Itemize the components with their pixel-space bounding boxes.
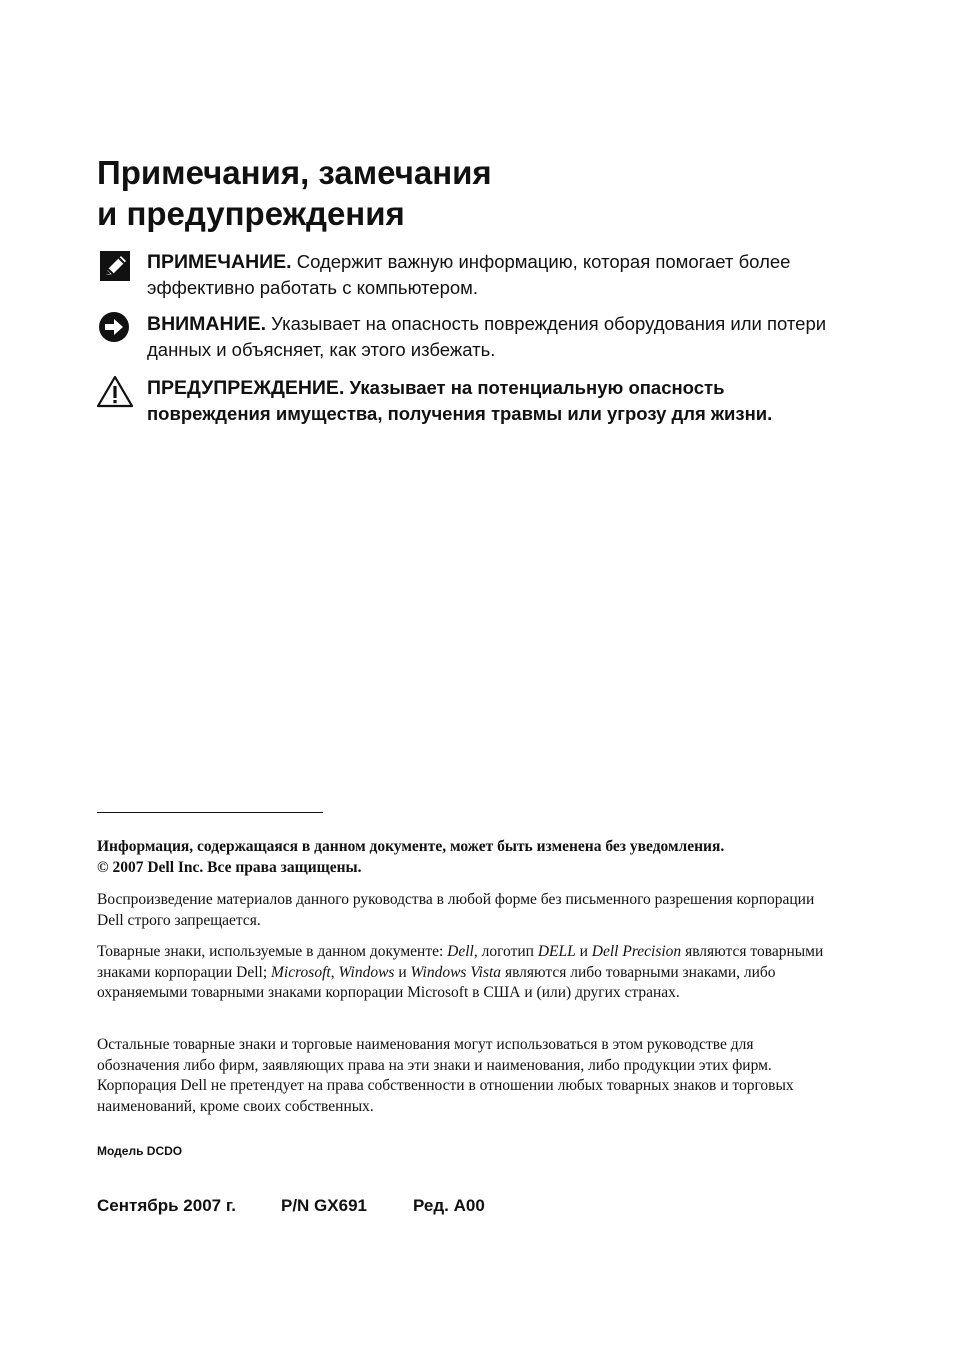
note-block xyxy=(97,249,837,300)
model-number: Модель DCDO xyxy=(97,1144,183,1158)
page-title xyxy=(97,152,857,234)
warning-label: ПРЕДУПРЕЖДЕНИЕ. xyxy=(147,377,345,399)
legal-info xyxy=(97,837,827,878)
note-text: Содержит важную информацию, которая помогает более эффективно работать с компьютером. xyxy=(147,251,791,298)
reproduction-notice: Воспроизведение материалов данного руководства в любой форме без письменного разрешения корпорации Dell строго запрещается. xyxy=(97,891,815,929)
pencil-note-icon xyxy=(97,249,133,285)
title-line-1: Примечания, замечания xyxy=(97,154,492,191)
warning-block xyxy=(97,375,837,426)
trademarks-notice: Товарные знаки, используемые в данном документе: Dell, логотип DELL и Dell Precision являются товарными знаками корпорации Dell; Microsoft, Windows и Windows Vista являются либо товарными знаками, либо охраняемыми товарными знаками корпорации Microsoft в США и (или) других странах. xyxy=(97,943,824,1001)
info-change-notice: Информация, содержащаяся в данном документе, может быть изменена без уведомления. xyxy=(97,838,725,855)
other-trademarks-notice: Остальные товарные знаки и торговые наименования могут использоваться в этом руководстве для обозначения либо фирм, заявляющих права на эти знаки и наименования, либо продукции этих фирм. Корпорация Dell не претендует на права собственности в отношении любых товарных знаков и торговых наименований, кроме своих собственных. xyxy=(97,1036,794,1115)
notice-arrow-icon xyxy=(97,311,133,347)
part-number: P/N GX691 xyxy=(281,1196,367,1215)
copyright-notice: © 2007 Dell Inc. Все права защищены. xyxy=(97,858,362,876)
note-label: ПРИМЕЧАНИЕ. xyxy=(147,251,292,273)
publication-date: Сентябрь 2007 г. xyxy=(97,1196,236,1215)
notice-block xyxy=(97,311,837,362)
warning-triangle-icon xyxy=(97,375,133,411)
notice-text: Указывает на опасность повреждения оборудования или потери данных и объясняет, как этого избежать. xyxy=(147,313,827,360)
revision: Ред. A00 xyxy=(413,1196,485,1215)
title-line-2: и предупреждения xyxy=(97,195,405,232)
footnote-divider xyxy=(97,812,323,813)
notice-label: ВНИМАНИЕ. xyxy=(147,313,267,335)
warning-text: Указывает на потенциальную опасность повреждения имущества, получения травмы или угрозу для жизни. xyxy=(147,377,773,424)
